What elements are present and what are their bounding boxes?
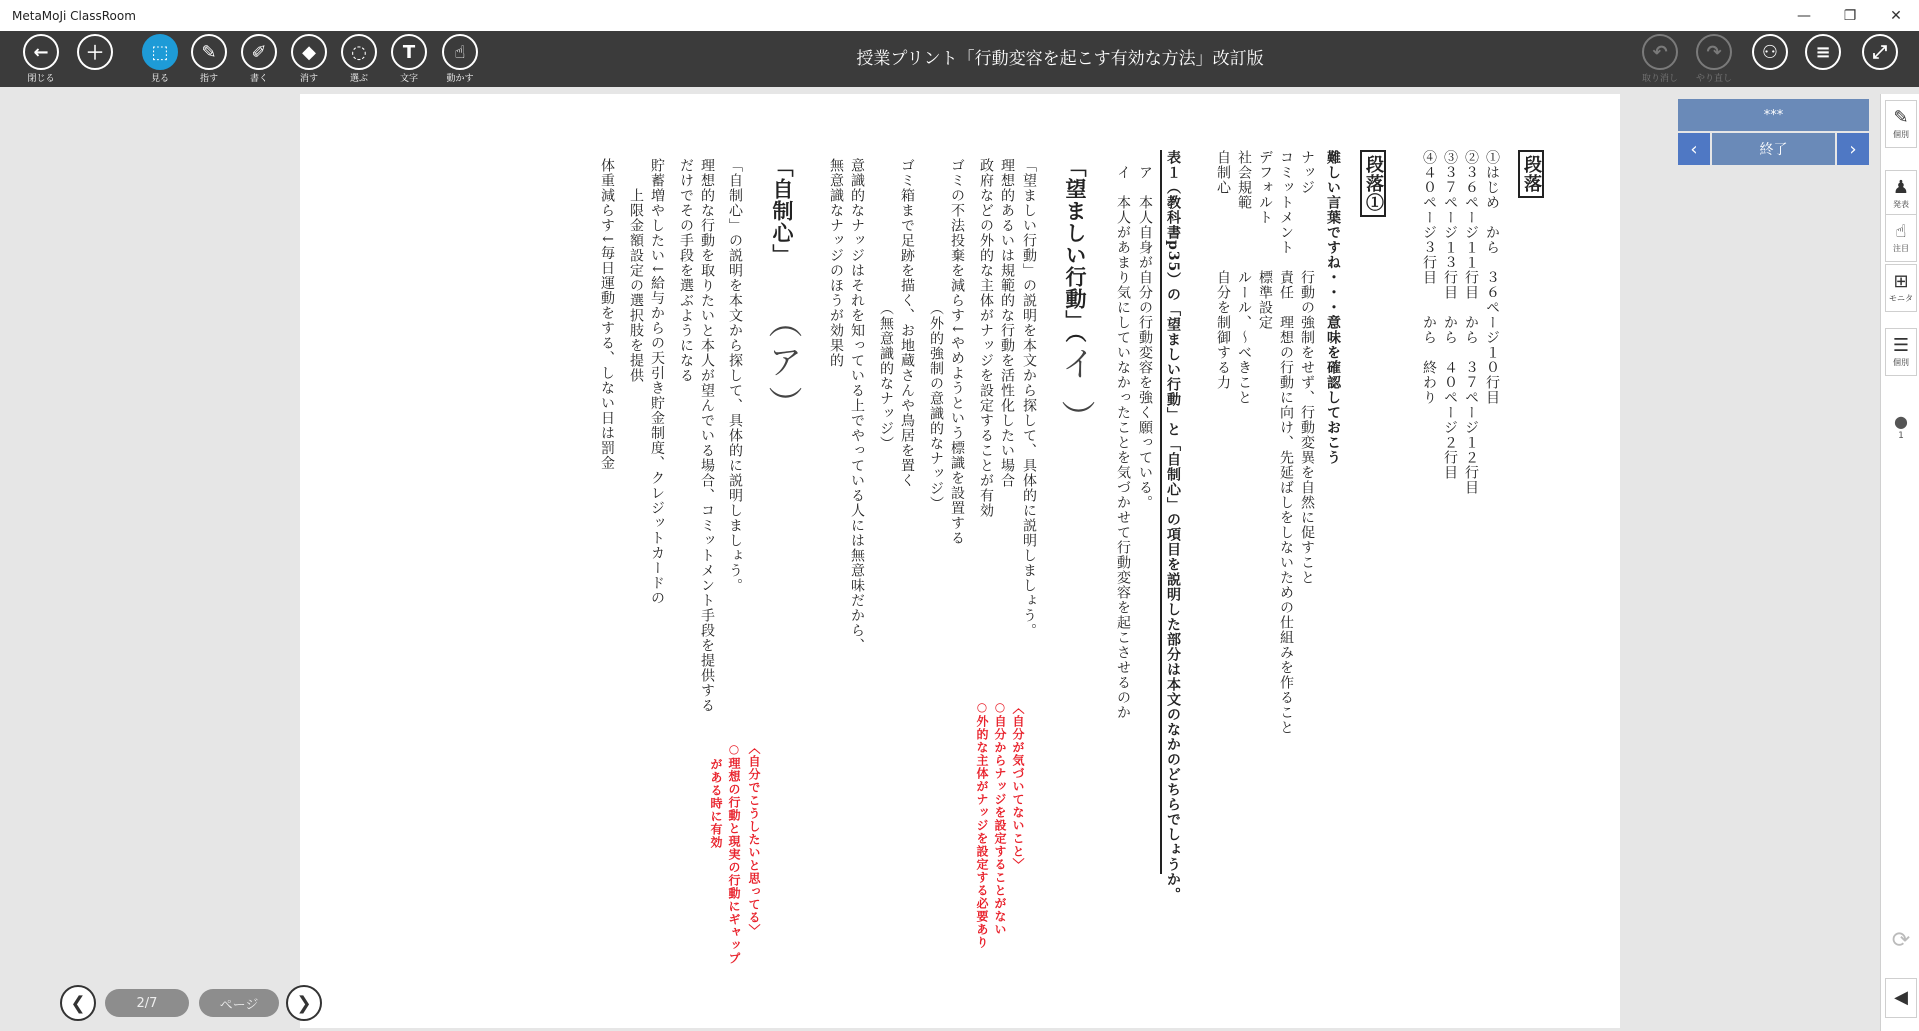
heading-self-control: 「自制心」 — [770, 156, 795, 266]
group-icon: ⚇ — [1752, 34, 1788, 70]
right-sidebar — [1880, 94, 1919, 1031]
heading-paragraph-1: 段落① — [1360, 150, 1386, 217]
select-label: 選ぶ — [349, 74, 368, 84]
person-icon: ● — [1894, 412, 1908, 431]
divider-line — [1160, 150, 1162, 874]
present-label: 発表 — [1893, 199, 1909, 209]
grid-icon: ⊞ — [1893, 270, 1909, 292]
text-column: コミットメント 責任 理想の行動に向け、先延ばしをしないための仕組みを作ること — [1278, 150, 1294, 735]
text-column: （外的強制の意識的なナッジ） — [928, 158, 944, 511]
panel-prev-button[interactable] — [1678, 133, 1710, 165]
text-icon: T — [391, 34, 427, 70]
text-tool-button[interactable] — [385, 34, 433, 84]
undo-label: 取り消し — [1641, 74, 1678, 84]
text-column: ナッジ 行動の強制をせず、行動変異を自然に促すこと — [1299, 150, 1315, 585]
panel-next-button[interactable] — [1837, 133, 1869, 165]
handwritten-bracket: （ — [762, 304, 802, 339]
laser-pen-icon: ✎ — [191, 34, 227, 70]
handwritten-bracket: ） — [762, 386, 802, 421]
attention-label: 注目 — [1893, 243, 1909, 253]
chevron-left-icon: ‹ — [1690, 138, 1698, 160]
text-column: ④４０ページ３行目 から 終わり — [1421, 150, 1437, 405]
erase-label: 消す — [299, 74, 318, 84]
triangle-left-icon: ◀ — [1894, 987, 1908, 1008]
minimize-button[interactable]: — — [1797, 7, 1811, 24]
text-column: 上限金額設定の選択肢を提供 — [628, 158, 644, 383]
text-column: （無意識的なナッジ） — [878, 158, 894, 451]
view-label: 見る — [150, 74, 169, 84]
text-column: 貯蓄増やしたい↓給与からの天引き貯金制度、クレジットカードの — [649, 158, 665, 606]
text-column: 体重減らす↓毎日運動をする、しない日は罰金 — [599, 158, 615, 471]
next-page-button[interactable] — [286, 985, 322, 1021]
text-column: デフォルト 標準設定 — [1257, 150, 1273, 330]
text-column: 理想的あるいは規範的な行動を活性化したい場合 — [999, 158, 1015, 488]
collapse-sidebar-button[interactable] — [1885, 978, 1917, 1018]
handwritten-answer: イ — [1055, 346, 1095, 381]
view-icon: ⬚ — [142, 34, 178, 70]
toolbar — [0, 31, 1919, 87]
text-column: ゴミの不法投棄を減らす↓やめようという標識を設置する — [949, 158, 965, 546]
undo-icon: ↶ — [1642, 34, 1678, 70]
handwritten-answer: ア — [762, 344, 802, 379]
attention-button[interactable] — [1885, 214, 1917, 262]
text-column: イ 本人があまり気にしていなかったことを気づかせて行動変容を起こさせるのか — [1115, 150, 1131, 720]
redo-label: やり直し — [1695, 74, 1732, 84]
point-label: 指す — [199, 74, 218, 84]
lasso-icon: ◌ — [341, 34, 377, 70]
panel-header: *** — [1678, 99, 1869, 131]
page-button[interactable]: ページ — [199, 989, 279, 1017]
text-column: 無意識なナッジのほうが効果的 — [828, 158, 844, 368]
group-button[interactable] — [1746, 34, 1794, 84]
text-column: ゴミ箱まで足跡を描く、お地蔵さんや鳥居を置く — [899, 158, 915, 488]
redo-button[interactable] — [1690, 34, 1738, 84]
document-page[interactable] — [300, 94, 1620, 1028]
monitor-button[interactable] — [1885, 264, 1917, 312]
pen-icon: ✐ — [241, 34, 277, 70]
heading-desirable-behavior: 「望ましい行動」（ — [1063, 156, 1088, 344]
present-button[interactable] — [1885, 170, 1917, 218]
text-column: 理想的な行動を取りたいと本人が望んでいる場合、コミットメント手段を提供する — [699, 158, 715, 713]
write-tool-button[interactable] — [235, 34, 283, 84]
move-tool-button[interactable] — [436, 34, 484, 84]
text-column: だけでその手段を選ぶようになる — [678, 158, 694, 383]
undo-button[interactable] — [1636, 34, 1684, 84]
page-indicator: 2/7 — [105, 989, 189, 1017]
text-column: 政府などの外的な主体がナッジを設定することが有効 — [978, 158, 994, 518]
eraser-icon: ◆ — [291, 34, 327, 70]
menu-button[interactable] — [1799, 34, 1847, 84]
text-column: 「望ましい行動」の説明を本文から探して、具体的に説明しましょう。 — [1021, 158, 1037, 638]
pointing-hand-icon: ☝ — [1895, 220, 1907, 242]
question-column: 表１（教科書p35）の「望ましい行動」と「自制心」の項目を説明した部分は本文のなかのどちらでしょうか。 — [1165, 150, 1181, 903]
chevron-right-icon: › — [1849, 138, 1857, 160]
write-label: 書く — [249, 74, 268, 84]
sync-icon[interactable]: ⟳ — [1891, 928, 1911, 953]
close-window-button[interactable]: ✕ — [1890, 7, 1902, 24]
red-annotation: 〈自分でこうしたいと思ってる〉 — [747, 742, 761, 937]
document-title: 授業プリント「行動変容を起こす有効な方法」改訂版 — [856, 49, 1264, 69]
individual-edit-icon: ✎ — [1893, 106, 1909, 128]
red-annotation: ○外的な主体がナッジを設定する必要あり — [975, 700, 989, 949]
title-bar — [0, 0, 1919, 31]
hamburger-menu-icon: ≡ — [1805, 34, 1841, 70]
plus-icon: ＋ — [77, 34, 113, 70]
red-annotation: ○理想の行動と現実の行動にギャップ — [727, 742, 741, 965]
text-label: 文字 — [399, 74, 418, 84]
individual-pages-button[interactable] — [1885, 328, 1917, 376]
app-title: MetaMoJi ClassRoom — [12, 8, 136, 23]
point-tool-button[interactable] — [185, 34, 233, 84]
layers-icon: ☰ — [1892, 334, 1910, 356]
individual-mode-button[interactable] — [1885, 100, 1917, 148]
chevron-left-icon: ❮ — [70, 992, 86, 1014]
close-label: 閉じる — [27, 74, 55, 84]
text-column: 難しい言葉ですね・・・意味を確認しておこう — [1325, 150, 1341, 465]
panel-controls — [1678, 133, 1869, 165]
add-button[interactable] — [71, 34, 119, 84]
erase-tool-button[interactable] — [285, 34, 333, 84]
presenter-icon: ♟ — [1892, 176, 1910, 198]
text-column: ③３７ページ１３行目 から ４０ページ２行目 — [1442, 150, 1458, 480]
red-annotation: 〈自分が気づいてないこと〉 — [1011, 702, 1025, 871]
close-button[interactable] — [17, 34, 65, 84]
text-column: 「自制心」の説明を本文から探して、具体的に説明しましょう。 — [727, 158, 743, 593]
text-column: ②３６ページ１１行目 から ３７ページ１２行目 — [1463, 150, 1479, 495]
heading-paragraphs: 段落 — [1518, 150, 1544, 198]
restore-button[interactable]: ❐ — [1843, 7, 1857, 24]
participants-indicator[interactable] — [1885, 412, 1917, 441]
chevron-right-icon: ❯ — [296, 992, 312, 1014]
fullscreen-button[interactable] — [1856, 34, 1904, 84]
text-column: 社会規範 ルール、～べきこと — [1236, 150, 1252, 405]
back-arrow-icon: ← — [23, 34, 59, 70]
hand-icon: ☝ — [442, 34, 478, 70]
text-column: 意識的なナッジはそれを知っている上でやっている人には無意味だから、 — [849, 158, 865, 653]
move-label: 動かす — [446, 74, 474, 84]
handwritten-bracket: ） — [1055, 400, 1095, 435]
individual2-label: 個別 — [1893, 357, 1909, 367]
red-annotation: がある時に有効 — [709, 758, 723, 849]
text-column: ア 本人自身が自分の行動変容を強く願っている。 — [1137, 150, 1153, 510]
prev-page-button[interactable] — [60, 985, 96, 1021]
red-annotation: ○自分からナッジを設定することがない — [993, 700, 1007, 936]
expand-icon: ⤢ — [1862, 34, 1898, 70]
monitor-label: モニタ — [1889, 293, 1913, 303]
text-column: 自制心 自分を制御する力 — [1215, 150, 1231, 390]
text-column: ①はじめ から ３６ページ１０行目 — [1484, 150, 1500, 405]
redo-icon: ↷ — [1696, 34, 1732, 70]
individual-label: 個別 — [1893, 129, 1909, 139]
participant-count: 1 — [1898, 431, 1904, 441]
end-button[interactable]: 終了 — [1712, 133, 1835, 165]
select-tool-button[interactable] — [335, 34, 383, 84]
view-tool-button[interactable] — [136, 34, 184, 84]
